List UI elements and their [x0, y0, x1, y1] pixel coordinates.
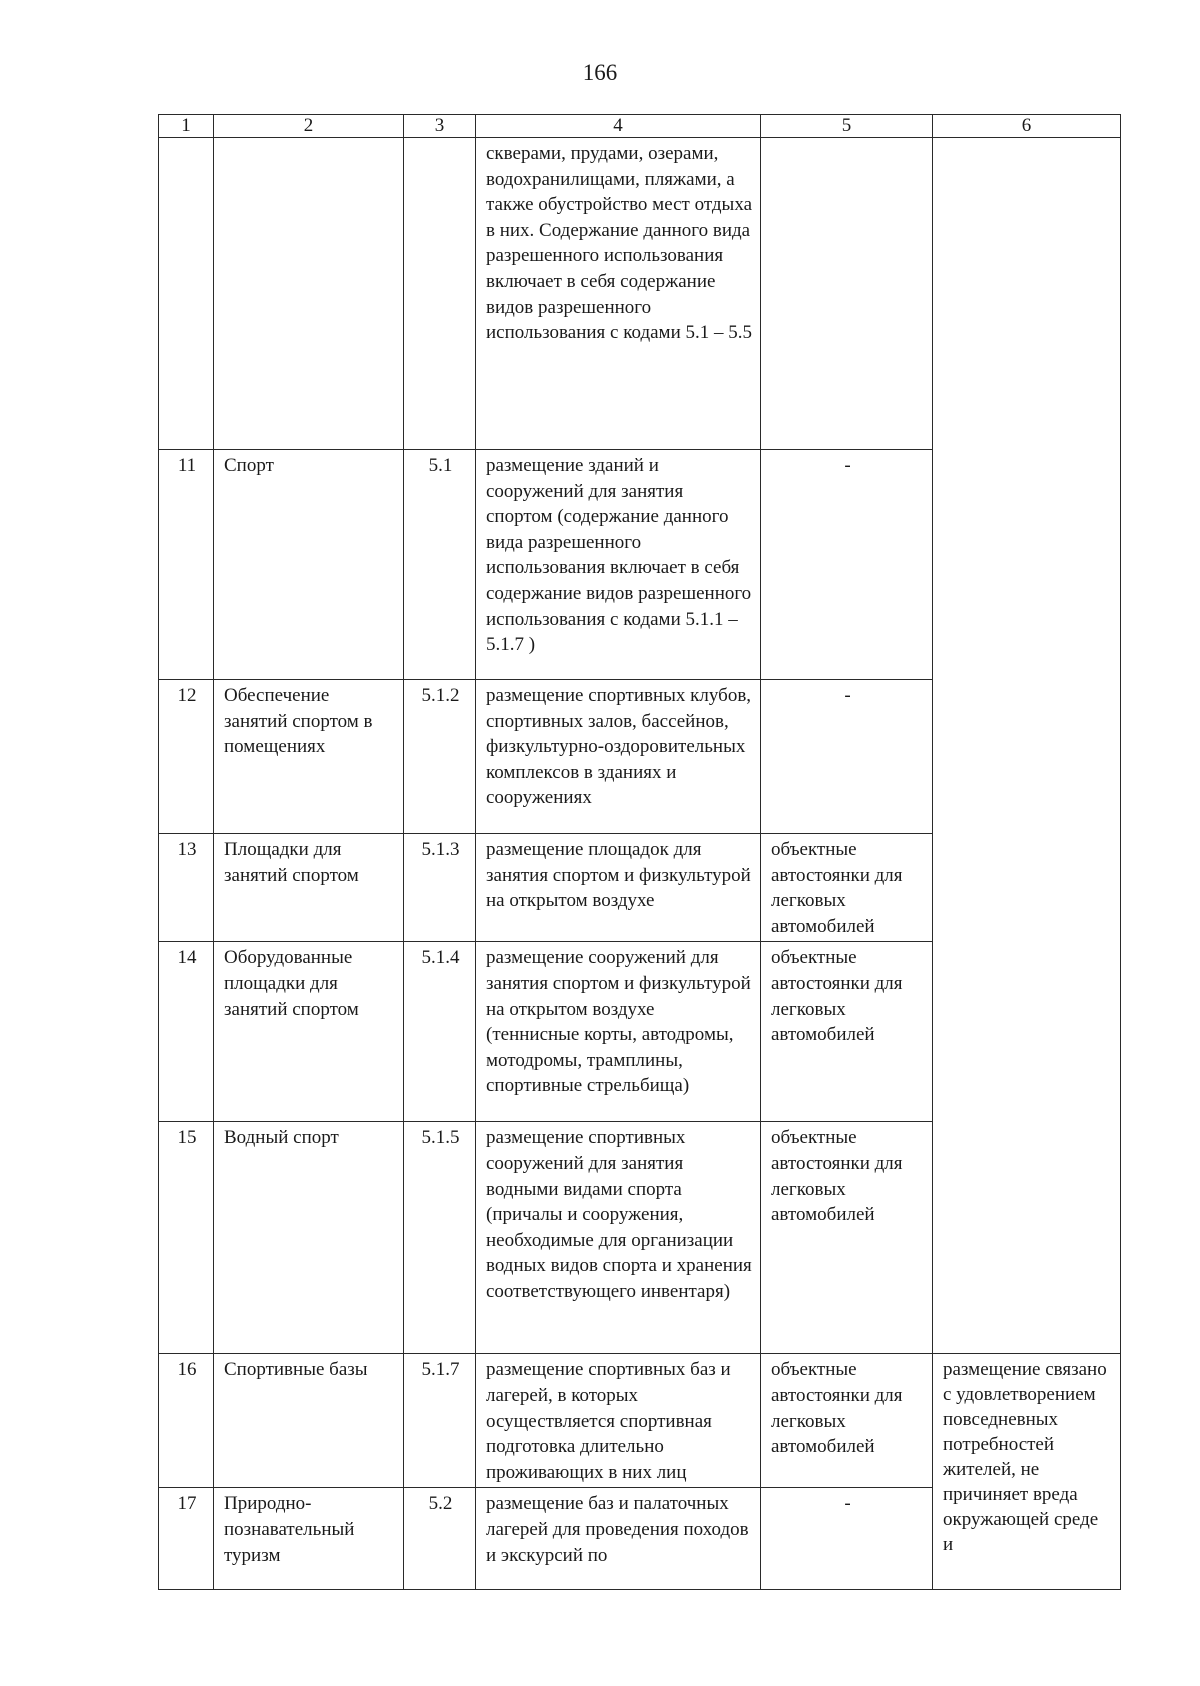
row-description: размещение баз и палаточных лагерей для проведения походов и экскурсий по [476, 1488, 761, 1590]
table-row [159, 680, 1121, 834]
zoning-table [158, 114, 1121, 1590]
row-use-name: Спорт [214, 450, 404, 680]
row-description: размещение спортивных баз и лагерей, в которых осуществляется спортивная подготовка длительно проживающих в них лиц [476, 1354, 761, 1488]
row-col5: объектные автостоянки для легковых автомобилей [761, 1122, 933, 1354]
row-col5: - [761, 1488, 933, 1590]
row-number: 12 [159, 680, 214, 834]
row-number: 14 [159, 942, 214, 1122]
row-number: 17 [159, 1488, 214, 1590]
table-header-row [159, 115, 1121, 138]
row-col6 [933, 450, 1121, 680]
row-number: 13 [159, 834, 214, 942]
row-use-name: Спортивные базы [214, 1354, 404, 1488]
row-col6: размещение связано с удовлетворением повседневных потребностей жителей, не причиняет вреда окружающей среде и [933, 1354, 1121, 1590]
row-description: размещение зданий и сооружений для занятия спортом (содержание данного вида разрешенного использования включает в себя содержание видов разрешенного использования с кодами 5.1.1 – 5.1.7 ) [476, 450, 761, 680]
row-description: размещение сооружений для занятия спортом и физкультурой на открытом воздухе (теннисные корты, автодромы, мотодромы, трамплины, спортивные стрельбища) [476, 942, 761, 1122]
row-number [159, 138, 214, 450]
column-header: 6 [933, 115, 1121, 138]
row-col6 [933, 1122, 1121, 1354]
column-header: 2 [214, 115, 404, 138]
row-description: размещение площадок для занятия спортом и физкультурой на открытом воздухе [476, 834, 761, 942]
row-description: размещение спортивных сооружений для занятия водными видами спорта (причалы и сооружения, необходимые для организации водных видов спорта и хранения соответствующего инвентаря) [476, 1122, 761, 1354]
column-header: 1 [159, 115, 214, 138]
row-use-name [214, 138, 404, 450]
column-header: 5 [761, 115, 933, 138]
table-row [159, 1354, 1121, 1488]
table-row [159, 942, 1121, 1122]
row-col6 [933, 942, 1121, 1122]
row-col5: - [761, 450, 933, 680]
page-number: 166 [582, 60, 618, 85]
row-description: размещение спортивных клубов, спортивных залов, бассейнов, физкультурно-оздоровительных комплексов в зданиях и сооружениях [476, 680, 761, 834]
row-col5: - [761, 680, 933, 834]
row-col5: объектные автостоянки для легковых автомобилей [761, 1354, 933, 1488]
row-col5: объектные автостоянки для легковых автомобилей [761, 942, 933, 1122]
row-description: скверами, прудами, озерами, водохранилищами, пляжами, а также обустройство мест отдыха в них. Содержание данного вида разрешенного использования включает в себя содержание видов разрешенного использования с кодами 5.1 – 5.5 [476, 138, 761, 450]
table-row [159, 138, 1121, 450]
row-code: 5.1 [404, 450, 476, 680]
row-use-name: Природно-познавательный туризм [214, 1488, 404, 1590]
row-number: 15 [159, 1122, 214, 1354]
row-col6 [933, 680, 1121, 834]
column-header: 4 [476, 115, 761, 138]
row-number: 16 [159, 1354, 214, 1488]
row-use-name: Оборудованные площадки для занятий спортом [214, 942, 404, 1122]
row-use-name: Площадки для занятий спортом [214, 834, 404, 942]
row-code: 5.1.7 [404, 1354, 476, 1488]
row-code [404, 138, 476, 450]
table-row [159, 834, 1121, 942]
row-col5 [761, 138, 933, 450]
row-number: 11 [159, 450, 214, 680]
row-code: 5.1.3 [404, 834, 476, 942]
table-row [159, 1122, 1121, 1354]
column-header: 3 [404, 115, 476, 138]
row-col5: объектные автостоянки для легковых автомобилей [761, 834, 933, 942]
table-row [159, 450, 1121, 680]
row-use-name: Водный спорт [214, 1122, 404, 1354]
row-use-name: Обеспечение занятий спортом в помещениях [214, 680, 404, 834]
row-code: 5.2 [404, 1488, 476, 1590]
row-code: 5.1.4 [404, 942, 476, 1122]
row-code: 5.1.5 [404, 1122, 476, 1354]
row-col6 [933, 834, 1121, 942]
row-code: 5.1.2 [404, 680, 476, 834]
row-col6 [933, 138, 1121, 450]
